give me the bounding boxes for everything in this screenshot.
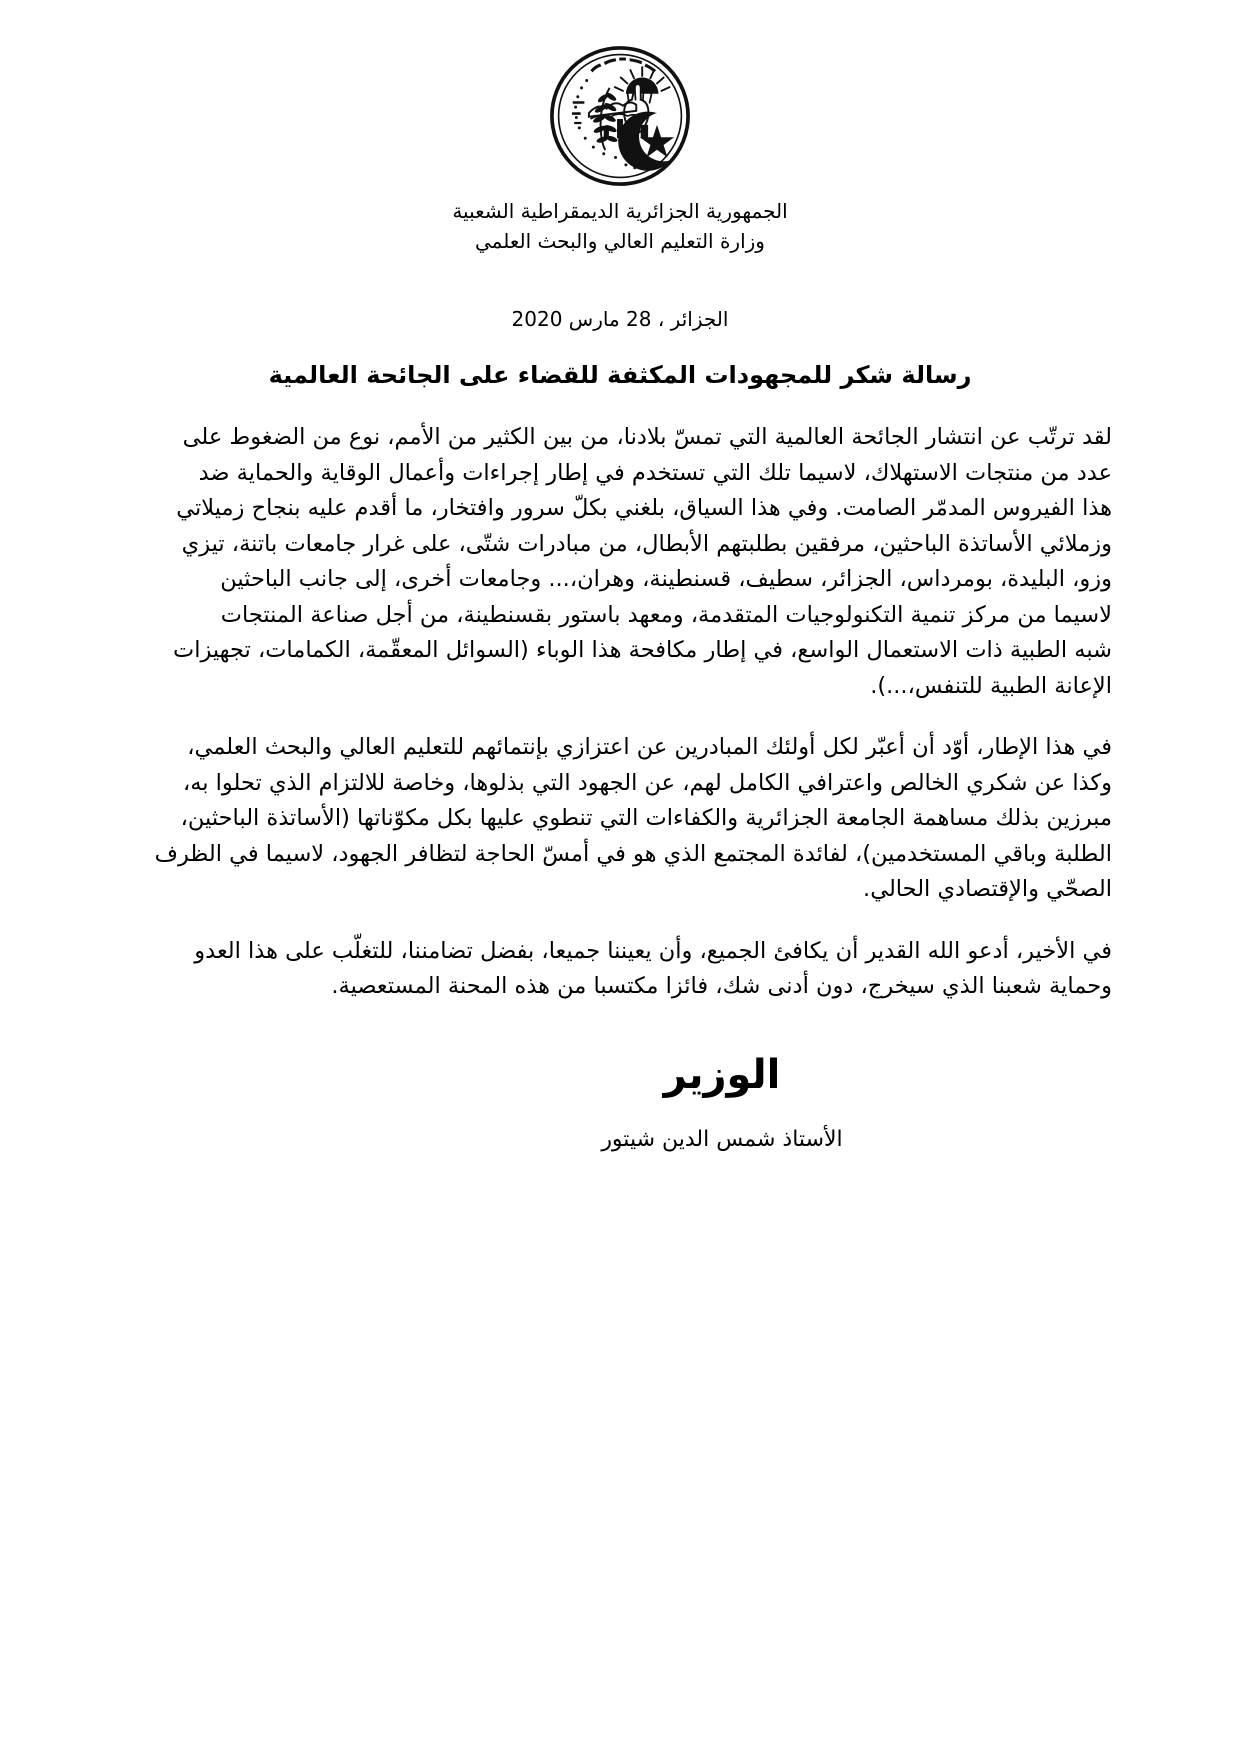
paragraph-line: مبرزين بذلك مساهمة الجامعة الجزائرية والكفاءات التي تنطوي عليها بكل مكوّناتها (الأساتذة الباحثين، [180, 805, 1112, 831]
paragraph-line: في هذا الإطار، أوّد أن أعبّر لكل أولئك المبادرين عن اعتزازي بإنتمائهم للتعليم العالي والبحث العلمي، [187, 734, 1112, 760]
paragraph-line: عدد من منتجات الاستهلاك، لاسيما تلك التي تستخدم في إطار إجراءات وأعمال الوقاية والحماية ضد [198, 459, 1112, 486]
paragraph-line: وزملائي الأساتذة الباحثين، مرفقين بطلبتهم الأبطال، من مبادرات شتّى، على غرار جامعات باتنة، تيزي [181, 530, 1112, 557]
paragraph-line: في الأخير، أدعو الله القدير أن يكافئ الجميع، وأن يعيننا جميعا، بفضل تضامننا، للتغلّب على هذا العدو [194, 937, 1112, 964]
paragraph-line: لقد ترتّب عن انتشار الجائحة العالمية التي تمسّ بلادنا، من بين الكثير من الأمم، نوع من الضغوط على [182, 424, 1112, 450]
paragraph-line: شبه الطبية ذات الاستعمال الواسع، في إطار مكافحة هذا الوباء (السوائل المعقّمة، الكمامات، تجهيزات [173, 637, 1112, 663]
page-title: رسالة شكر للمجهودات المكثفة للقضاء على الجائحة العالمية [268, 361, 972, 389]
signature-block [332, 1048, 1112, 1156]
paragraph-line: الطلبة وباقي المستخدمين)، لفائدة المجتمع الذي هو في أمسّ الحاجة لتظافر الجهود، لاسيما في الظرف [154, 840, 1112, 867]
document-body [128, 420, 1112, 1031]
paragraph-line: وكذا عن شكري الخالص واعترافي الكامل لهم، عن الجهود التي بذلوها، وخاصة للالتزام الذي تحلوا به، [182, 769, 1112, 796]
country-name: الجمهورية الجزائرية الديمقراطية الشعبية [452, 199, 788, 223]
signature-role: الوزير [663, 1052, 781, 1098]
ministry-name: وزارة التعليم العالي والبحث العلمي [475, 229, 765, 253]
paragraph-1 [128, 420, 1112, 704]
signature-name: الأستاذ شمس الدين شيتور [601, 1127, 843, 1152]
document-header [0, 196, 1240, 256]
paragraph-line: هذا الفيروس المدمّر الصامت. وفي هذا السياق، بلغني بكلّ سرور وافتخار، ما أقدم عليه بنجاح زميلاتي [176, 495, 1112, 521]
emblem-container [0, 42, 1240, 194]
paragraph-line: الصحّي والإقتصادي الحالي. [863, 876, 1112, 902]
paragraph-line: وحماية شعبنا الذي سيخرج، دون أدنى شك، فائزا مكتسبا من هذه المحنة المستعصية. [331, 973, 1112, 999]
date-line: الجزائر ، 28 مارس 2020 [511, 307, 729, 331]
algeria-national-emblem-icon [546, 42, 694, 190]
paragraph-2 [128, 730, 1112, 908]
paragraph-line: الإعانة الطبية للتنفس،...). [870, 672, 1112, 699]
paragraph-line: لاسيما من مركز تنمية التكنولوجيات المتقدمة، ومعهد باستور بقسنطينة، من أجل صناعة المنتجات [220, 601, 1112, 628]
paragraph-line: وزو، البليدة، بومرداس، الجزائر، سطيف، قسنطينة، وهران،... وجامعات أخرى، إلى جانب الباحثين [220, 566, 1112, 592]
paragraph-3 [128, 934, 1112, 1005]
